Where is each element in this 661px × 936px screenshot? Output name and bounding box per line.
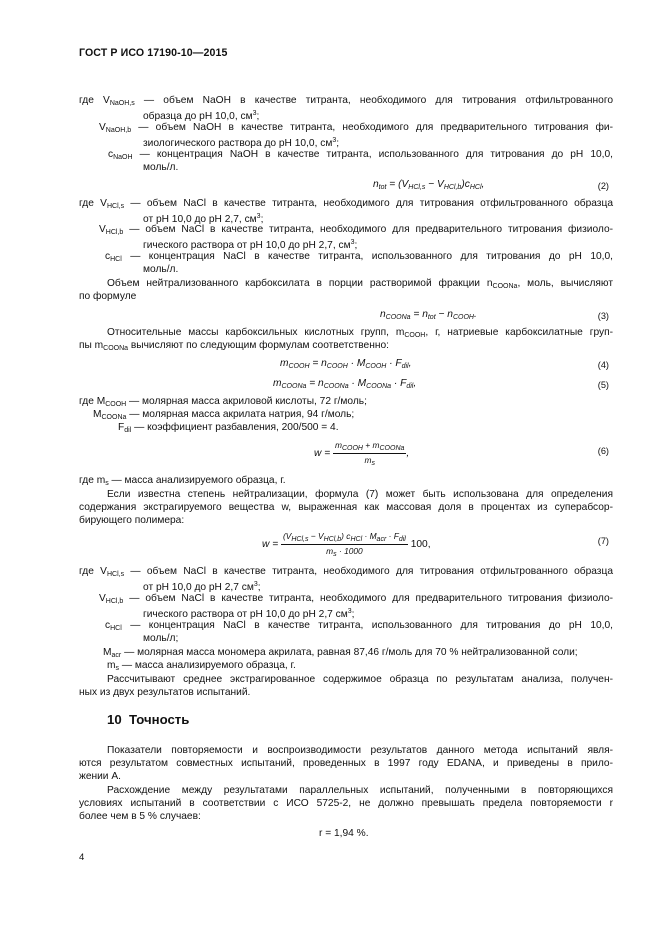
equation-number: (2) — [597, 181, 609, 191]
text-line: $c_{NaOH}$ — концентрация NaOH в качестве титранта, использованного для титрования до рН 10,0, — [108, 149, 613, 161]
equation-6-tail: , — [406, 448, 410, 460]
equation-number: (4) — [597, 360, 609, 370]
text-line: образца до рН 10,0, $см^3$; — [143, 110, 260, 122]
equation-7-lhs: w = — [262, 539, 279, 551]
text-line: по формуле — [79, 291, 137, 302]
text-line: Показатели повторяемости и воспроизводимости результатов данного метода испытаний явля- — [107, 745, 613, 756]
equation-5: $m_{COONa} = n_{COONa} \cdot M_{COONa} \cdot F_{dil}$, — [273, 378, 417, 390]
text-line: моль/л; — [143, 633, 179, 644]
equation-number: (3) — [597, 311, 609, 321]
equation-6 — [314, 440, 409, 467]
equation-3: $n_{COONa} = n_{tot} - n_{COOH}$. — [380, 309, 477, 321]
equation-7-fraction — [281, 531, 408, 558]
text-line: моль/л. — [143, 264, 179, 275]
text-line: моль/л. — [143, 162, 179, 173]
text-line: $V_{HCl,b}$ — объем NaCl в качестве титранта, необходимого для предварительного титрования физиоло- — [99, 224, 613, 236]
text-line: $M_{COONa}$ — молярная масса акрилата натрия, 94 г/моль; — [93, 409, 355, 421]
equation-7-tail: 100, — [410, 539, 431, 551]
text-line: $F_{dil}$ — коэффициент разбавления, 200/500 = 4. — [118, 422, 339, 434]
text-line: более чем в 5 % случаев: — [79, 811, 201, 822]
text-line: где $V_{HCl,s}$ — объем NaCl в качестве титранта, необходимого для титрования отфильтрованного образца — [79, 566, 613, 578]
text-line: $M_{acr}$ — молярная масса мономера акрилата, равная 87,46 г/моль для 70 % нейтрализованной соли; — [103, 647, 578, 659]
text-line: условиях испытаний в соответствии с ИСО 5725-2, не должно превышать предела повторяемости r — [79, 798, 613, 809]
equation-2: $n_{tot} = (V_{HCl,s} - V_{HCl,b})c_{HCl}$, — [373, 179, 485, 191]
text-line: $m_s$ — масса анализируемого образца, г. — [107, 660, 296, 672]
text-line: где $m_s$ — масса анализируемого образца, г. — [79, 475, 286, 487]
document-header: ГОСТ Р ИСО 17190-10—2015 — [79, 47, 228, 59]
text-line: ются результатом совместных испытаний, проведенных в 1997 году EDANA, и приведены в прило- — [79, 758, 613, 769]
equation-7 — [262, 531, 431, 558]
section-heading — [107, 712, 189, 727]
text-line: жении А. — [79, 771, 121, 782]
section-title: Точность — [129, 712, 190, 727]
text-line: Рассчитывают среднее экстрагированное содержимое образца по результатам анализа, получен- — [107, 674, 613, 685]
page-number: 4 — [79, 852, 85, 863]
fraction-numerator: $m_{COOH} + m_{COONa}$ — [334, 440, 405, 452]
text-line: гического раствора от рН 10,0 до рН 2,7 $см^3$; — [143, 608, 355, 620]
equation-6-fraction — [333, 440, 406, 467]
section-number: 10 — [107, 712, 122, 727]
text-line: содержания экстрагируемого вещества w, выраженная как массовая доля в процентах из суперабсор- — [79, 502, 613, 513]
equation-number: (5) — [597, 380, 609, 390]
text-line: бирующего полимера: — [79, 515, 185, 526]
text-line: зиологического раствора до рН 10,0, $см^3$; — [143, 137, 340, 149]
text-line: Если известна степень нейтрализации, формула (7) может быть использована для определения — [107, 489, 613, 500]
repeatability-value: r = 1,94 %. — [319, 828, 369, 839]
text-line: где $V_{HCl,s}$ — объем NaCl в качестве титранта, необходимого для титрования отфильтрованного образца — [79, 198, 613, 210]
text-line: пы $m_{COONa}$ вычисляют по следующим формулам соответственно: — [79, 340, 389, 352]
equation-4: $m_{COOH} = n_{COOH} \cdot M_{COOH} \cdot F_{dil}$, — [280, 358, 412, 370]
equation-6-lhs: w = — [314, 448, 331, 460]
fraction-numerator: $(V_{HCl,s} - V_{HCl,b}) c_{HCl} \cdot M_{acr} \cdot F_{dil}$ — [282, 531, 406, 543]
text-line: Объем нейтрализованного карбоксилата в порции растворимой фракции $n_{COONa}$, моль, вычисляют — [107, 278, 614, 290]
fraction-denominator: $m_s$ — [364, 455, 375, 467]
equation-number: (6) — [597, 446, 609, 456]
text-line: $c_{HCl}$ — концентрация NaCl в качестве титранта, использованного для титрования до рН 10,0, — [105, 251, 613, 263]
equation-number: (7) — [597, 536, 609, 546]
text-line: $c_{HCl}$ — концентрация NaCl в качестве титранта, использованного для титрования до рН 10,0, — [105, 620, 613, 632]
fraction-denominator: $m_s \cdot 1000$ — [326, 546, 363, 558]
text-line: Расхождение между результатами параллельных испытаний, полученными в повторяющихся — [107, 785, 613, 796]
text-line: $V_{NaOH,b}$ — объем NaOH в качестве титранта, необходимого для предварительного титрования фи- — [99, 122, 613, 134]
text-line: где $M_{COOH}$ — молярная масса акриловой кислоты, 72 г/моль; — [79, 396, 367, 408]
text-line: гического раствора от рН 10,0 до рН 2,7, $см^3$; — [143, 239, 358, 251]
text-line: ных из двух результатов испытаний. — [79, 687, 251, 698]
text-line: от рН 10,0 до рН 2,7, $см^3$; — [143, 213, 264, 225]
text-line: от рН 10,0 до рН 2,7 $см^3$; — [143, 581, 261, 593]
text-line: $V_{HCl,b}$ — объем NaCl в качестве титранта, необходимого для предварительного титрования физиоло- — [99, 593, 613, 605]
text-line: Относительные массы карбоксильных кислотных групп, $m_{COOH}$, г, натриевые карбоксилатные груп- — [107, 327, 613, 339]
text-line: где $V_{NaOH,s}$ — объем NaOH в качестве титранта, необходимого для титрования отфильтрованного — [79, 95, 613, 107]
